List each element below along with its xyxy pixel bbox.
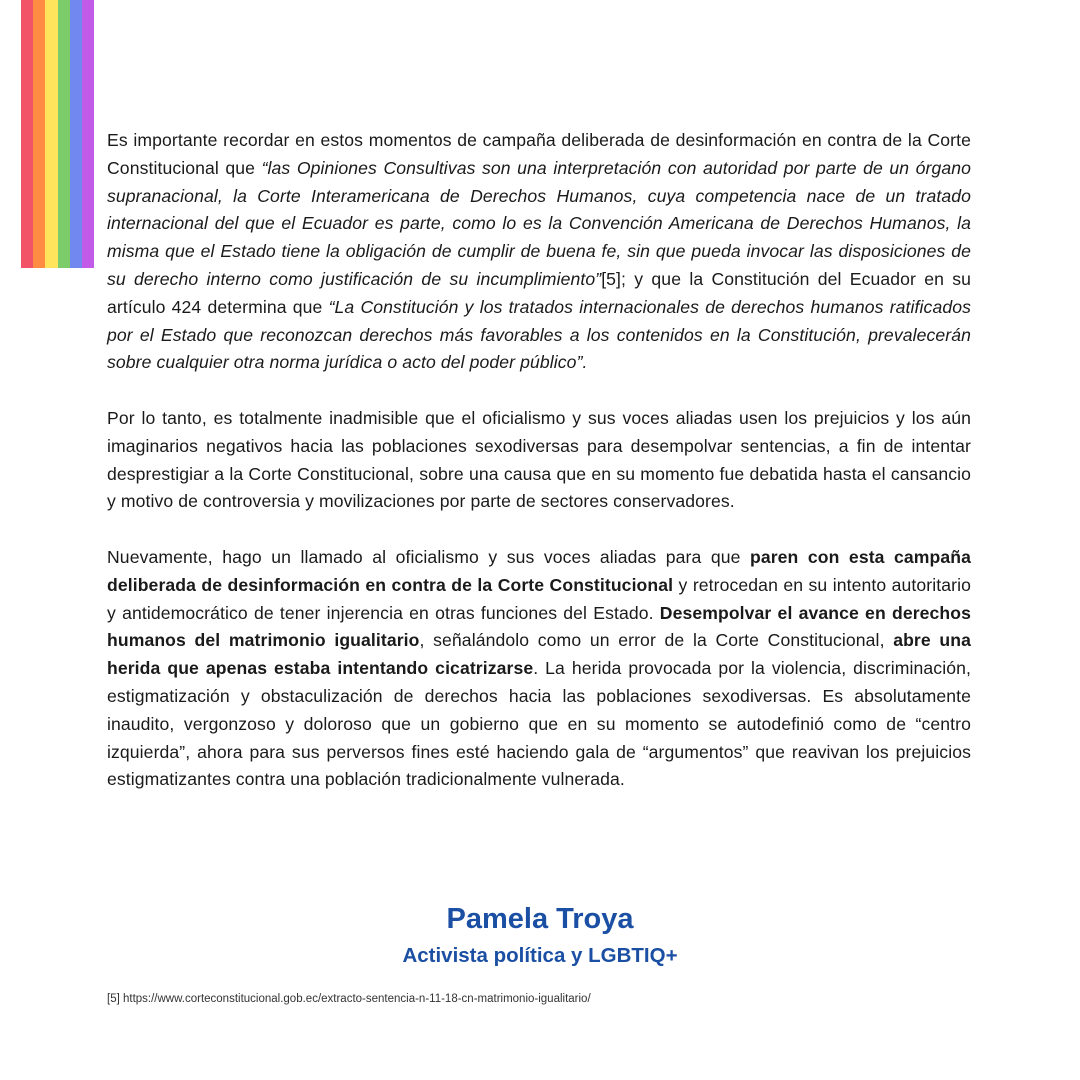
- paragraph-1-quote-2: “La Constitución y los tratados internacionales de derechos humanos ratificados por el Estado que reconozcan derechos más favorables a los contenidos en la Constitución, prevalecerán sobre cualquier otra norma jurídica o acto del poder público”.: [107, 296, 971, 373]
- paragraph-3-text-a: Nuevamente, hago un llamado al oficialismo y sus voces aliadas para que: [107, 546, 750, 567]
- paragraph-3-text-c: , señalándolo como un error de la Corte Constitucional,: [419, 630, 894, 651]
- rainbow-stripe-blue: [70, 0, 82, 268]
- paragraph-2: Por lo tanto, es totalmente inadmisible que el oficialismo y sus voces aliadas usen los prejuicios y los aún imaginarios negativos hacia las poblaciones sexodiversas para desempolvar sentencias, a fin de intentar desprestigiar a la Corte Constitucional, sobre una causa que en su momento fue debatida hasta el cansancio y motivo de controversia y movilizaciones por parte de sectores conservadores.: [107, 407, 971, 512]
- rainbow-stripe-green: [58, 0, 70, 268]
- paragraph-3-text-b: y retrocedan en su intento autoritario y antidemocrático de tener injerencia en otras funciones del Estado.: [107, 574, 971, 623]
- statement-body: [107, 127, 971, 822]
- rainbow-flag-stripes: [21, 0, 94, 268]
- paragraph-3: [107, 544, 971, 794]
- paragraph-1: [107, 127, 971, 377]
- paragraph-1-text-a: Es importante recordar en estos momentos de campaña deliberada de desinformación en contra de la Corte Constitucional que: [107, 130, 971, 178]
- paragraph-1-quote-1: “las Opiniones Consultivas son una interpretación con autoridad por parte de un órgano supranacional, la Corte Interamericana de Derechos Humanos, cuya competencia nace de un tratado internacional del que el Ecuador es parte, como lo es la Convención Americana de Derechos Humanos, la misma que el Estado tiene la obligación de cumplir de buena fe, sin que pueda invocar las disposiciones de su derecho interno como justificación de su incumplimiento”: [107, 157, 972, 289]
- paragraph-3-text-d: . La herida provocada por la violencia, discriminación, estigmatización y obstaculización de derechos hacia las poblaciones sexodiversas. Es absolutamente inaudito, vergonzoso y doloroso que un gobierno que en su momento se autodefinió como de “centro izquierda”, ahora para sus perversos fines esté haciendo gala de “argumentos” que reavivan los prejuicios estigmatizantes contra una población tradicionalmente vulnerada.: [107, 658, 971, 790]
- rainbow-stripe-red: [21, 0, 33, 268]
- paragraph-3-bold-3: abre una herida que apenas estaba intentando cicatrizarse: [107, 630, 971, 679]
- rainbow-stripe-violet: [82, 0, 94, 268]
- signature-name: Pamela Troya: [446, 903, 634, 935]
- paragraph-3-bold-2: Desempolvar el avance en derechos humanos del matrimonio igualitario: [107, 602, 971, 651]
- paragraph-1-text-b: [5]; y que la Constitución del Ecuador en su artículo 424 determina que: [107, 268, 972, 317]
- rainbow-stripe-orange: [33, 0, 45, 268]
- footnote-reference: [5] https://www.corteconstitucional.gob.ec/extracto-sentencia-n-11-18-cn-matrimonio-igualitario/: [107, 993, 591, 1005]
- rainbow-stripe-yellow: [45, 0, 57, 268]
- paragraph-3-bold-1: paren con esta campaña deliberada de desinformación en contra de la Corte Constitucional: [107, 546, 971, 595]
- signature-role: Activista política y LGBTIQ+: [402, 944, 678, 967]
